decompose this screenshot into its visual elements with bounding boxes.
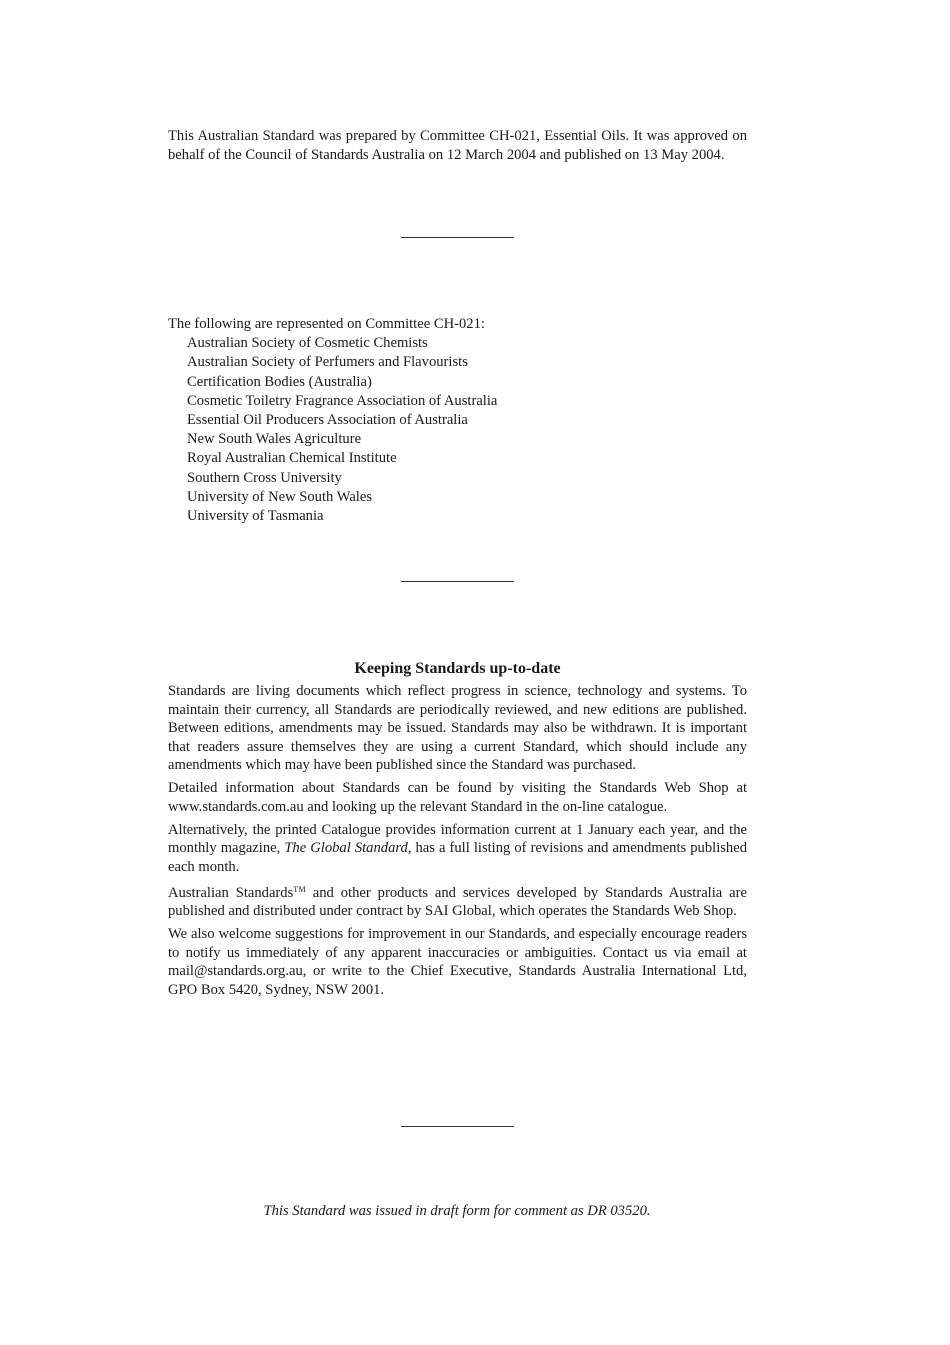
draft-note: This Standard was issued in draft form for comment as DR 03520.: [263, 1203, 651, 1219]
paragraph: Standards are living documents which reflect progress in science, technology and systems. To maintain their currency, all Standards are periodically reviewed, and new editions are published. Between editions, amendments may be issued. Standards may also be withdrawn. It is important that readers assure themselves they are using a current Standard, which should include any amendments which may have been published since the Standard was purchased.: [168, 683, 747, 773]
list-item: Certification Bodies (Australia): [187, 373, 372, 390]
list-item: Cosmetic Toiletry Fragrance Association of Australia: [187, 392, 498, 409]
paragraph: [168, 881, 747, 921]
paragraph: We also welcome suggestions for improvement in our Standards, and especially encourage readers to notify us immediately of any apparent inaccuracies or ambiguities. Contact us via email at mail@standards.org.au, or write to the Chief Executive, Standards Australia International Ltd, GPO Box 5420, Sydney, NSW 2001.: [168, 926, 747, 998]
publication-title: The Global Standard: [284, 840, 408, 856]
paragraph: [168, 821, 747, 877]
list-item: Australian Society of Cosmetic Chemists: [187, 335, 428, 352]
section-divider: [401, 581, 514, 582]
preparation-text: This Australian Standard was prepared by Committee CH-021, Essential Oils. It was approved on behalf of the Council of Standards Australia on 12 March 2004 and published on 13 May 2004.: [168, 128, 747, 163]
list-item: Southern Cross University: [187, 469, 342, 486]
paragraph-text: , has a full listing of revisions and amendments published each month.: [168, 840, 747, 875]
committee-intro: The following are represented on Committee CH-021:: [168, 316, 485, 332]
paragraph: Detailed information about Standards can be found by visiting the Standards Web Shop at www.standards.com.au and looking up the relevant Standard in the on-line catalogue.: [168, 780, 747, 815]
section-divider: [401, 237, 514, 238]
keeping-standards-section: [168, 659, 747, 1004]
trademark-mark: TM: [293, 884, 306, 894]
list-item: New South Wales Agriculture: [187, 431, 362, 448]
paragraph-text: Australian Standards: [168, 884, 294, 901]
list-item: Essential Oil Producers Association of Australia: [187, 412, 468, 429]
committee-member-list: [168, 334, 747, 526]
list-item: University of Tasmania: [187, 508, 324, 525]
section-heading: Keeping Standards up-to-date: [354, 660, 561, 677]
paragraph-text: and other products and services developed by Standards Australia are published and distributed under contract by SAI Global, which operates the Standards Web Shop.: [168, 884, 747, 919]
list-item: Royal Australian Chemical Institute: [187, 450, 397, 467]
committee-representation: [168, 315, 747, 526]
list-item: University of New South Wales: [187, 488, 373, 505]
list-item: Australian Society of Perfumers and Flavourists: [187, 354, 468, 371]
preparation-statement: [168, 127, 747, 164]
paragraph-text: Alternatively, the printed Catalogue provides information current at 1 January each year, and the monthly magazine,: [168, 821, 747, 856]
section-divider: [401, 1126, 514, 1127]
